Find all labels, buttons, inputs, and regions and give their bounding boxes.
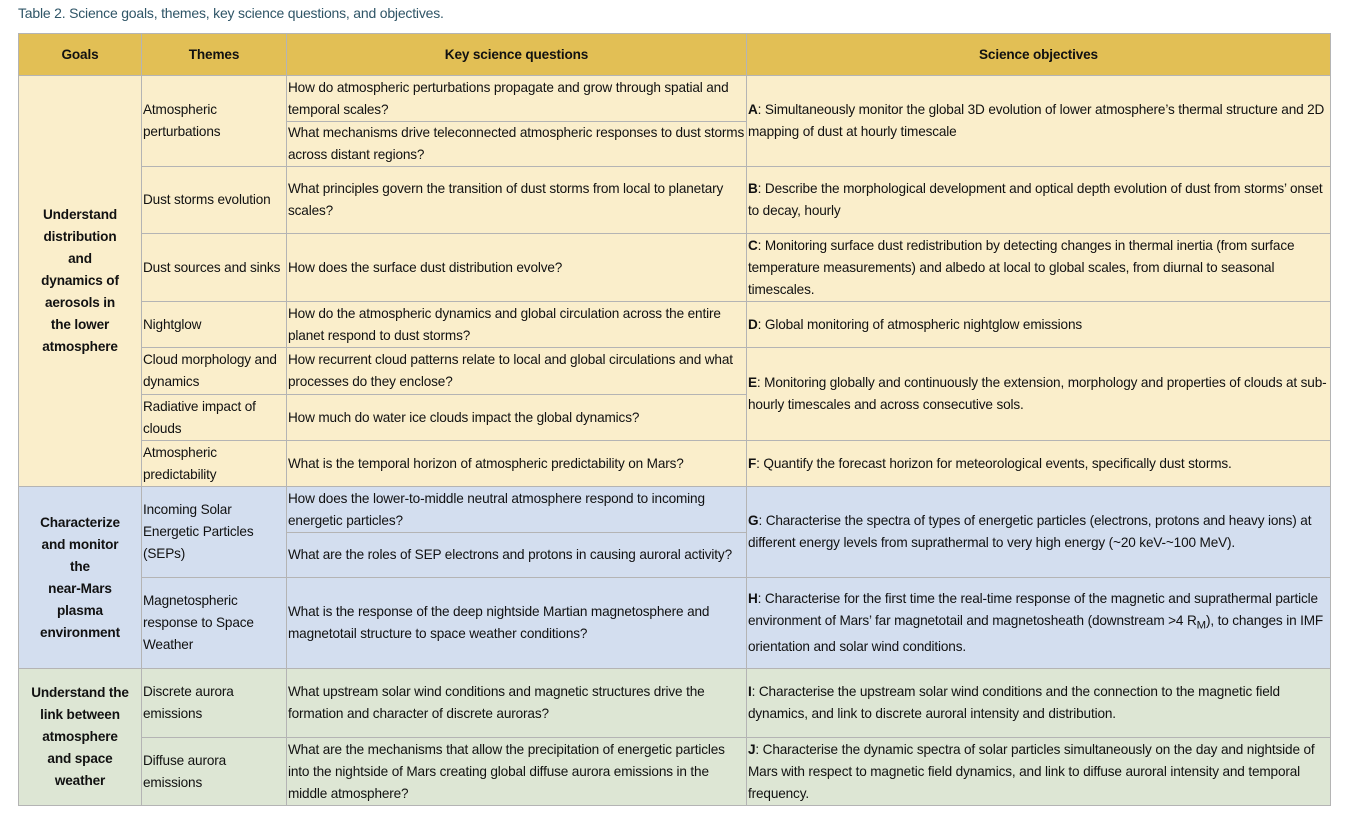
question-cell: How do atmospheric perturbations propagate and grow through spatial and temporal scales? — [287, 76, 747, 122]
theme-cell: Magnetospheric response to Space Weather — [142, 578, 287, 669]
header-themes: Themes — [142, 34, 287, 76]
question-cell: What are the mechanisms that allow the precipitation of energetic particles into the nightside of Mars creating global diffuse aurora emissions in the middle atmosphere? — [287, 738, 747, 806]
question-cell: How much do water ice clouds impact the global dynamics? — [287, 395, 747, 441]
table-row — [19, 441, 1331, 487]
objective-cell — [747, 302, 1331, 348]
objective-label: I — [748, 684, 752, 699]
theme-cell: Atmospheric predictability — [142, 441, 287, 487]
theme-cell: Dust sources and sinks — [142, 234, 287, 302]
question-cell: What are the roles of SEP electrons and protons in causing auroral activity? — [287, 533, 747, 578]
objective-label: E — [748, 375, 757, 390]
theme-cell: Cloud morphology and dynamics — [142, 348, 287, 395]
objective-label: B — [748, 181, 758, 196]
question-cell: What principles govern the transition of dust storms from local to planetary scales? — [287, 167, 747, 234]
objective-text: : Global monitoring of atmospheric nightglow emissions — [757, 316, 1083, 332]
objective-label: C — [748, 237, 758, 253]
objective-text-after: ), to changes in IMF orientation and solar wind conditions. — [748, 612, 1324, 655]
objective-cell — [747, 487, 1331, 578]
table-row — [19, 487, 1331, 533]
objective-text: : Characterise for the first time the real-time response of the magnetic and suprathermal particle environment of Mars’ far magnetotail and magnetosheath (downstream >4 R — [748, 590, 1318, 628]
table-row — [19, 578, 1331, 669]
question-cell: What mechanisms drive teleconnected atmospheric responses to dust storms across distant regions? — [287, 122, 747, 167]
objective-label: H — [748, 590, 758, 606]
objective-cell — [747, 578, 1331, 669]
objective-text: : Monitoring surface dust redistribution by detecting changes in thermal inertia (from surface temperature measurements) and albedo at local to global scales, from diurnal to seasonal timescales. — [748, 237, 1295, 297]
header-questions: Key science questions — [287, 34, 747, 76]
table-row — [19, 348, 1331, 395]
question-cell: How do the atmospheric dynamics and global circulation across the entire planet respond to dust storms? — [287, 302, 747, 348]
objective-label: D — [748, 316, 758, 332]
table-row — [19, 738, 1331, 806]
goal-cell: Characterize and monitor the near-Mars plasma environment — [19, 487, 142, 669]
objective-text: : Simultaneously monitor the global 3D evolution of lower atmosphere’s thermal structure and 2D mapping of dust at hourly timescale — [748, 102, 1325, 139]
objective-text: : Describe the morphological development and optical depth evolution of dust from storms’ onset to decay, hourly — [748, 181, 1323, 218]
objective-label: G — [748, 513, 759, 528]
objective-text: : Monitoring globally and continuously the extension, morphology and properties of clouds at sub-hourly timescales and across consecutive sols. — [748, 375, 1327, 412]
question-cell: How recurrent cloud patterns relate to local and global circulations and what processes do they enclose? — [287, 348, 747, 395]
objective-label: F — [748, 455, 757, 471]
goal-cell: Understand distribution and dynamics of aerosols in the lower atmosphere — [19, 76, 142, 487]
table-row — [19, 234, 1331, 302]
table-row — [19, 167, 1331, 234]
objective-cell — [747, 348, 1331, 441]
theme-cell: Dust storms evolution — [142, 167, 287, 234]
objective-cell — [747, 234, 1331, 302]
goal-cell: Understand the link between atmosphere and space weather — [19, 669, 142, 806]
objective-label: A — [748, 102, 758, 117]
question-cell: What is the temporal horizon of atmospheric predictability on Mars? — [287, 441, 747, 487]
theme-cell: Discrete aurora emissions — [142, 669, 287, 738]
table-row — [19, 76, 1331, 122]
theme-cell: Radiative impact of clouds — [142, 395, 287, 441]
science-goals-table — [18, 33, 1331, 806]
theme-cell: Diffuse aurora emissions — [142, 738, 287, 806]
table-row — [19, 669, 1331, 738]
objective-label: J — [748, 741, 756, 757]
objective-text: : Quantify the forecast horizon for meteorological events, specifically dust storms. — [756, 455, 1232, 471]
objective-text: : Characterise the upstream solar wind conditions and the connection to the magnetic field dynamics, and link to discrete auroral intensity and distribution. — [748, 684, 1280, 721]
objective-cell — [747, 76, 1331, 167]
header-goals: Goals — [19, 34, 142, 76]
question-cell: What upstream solar wind conditions and magnetic structures drive the formation and character of discrete auroras? — [287, 669, 747, 738]
header-objectives: Science objectives — [747, 34, 1331, 76]
question-cell: What is the response of the deep nightside Martian magnetosphere and magnetotail structure to space weather conditions? — [287, 578, 747, 669]
header-row — [19, 34, 1331, 76]
question-cell: How does the surface dust distribution evolve? — [287, 234, 747, 302]
theme-cell: Nightglow — [142, 302, 287, 348]
objective-cell — [747, 441, 1331, 487]
objective-cell — [747, 669, 1331, 738]
objective-text: : Characterise the spectra of types of energetic particles (electrons, protons and heavy ions) at different energy levels from suprathermal to very high energy (~20 keV-~100 MeV). — [748, 513, 1312, 550]
objective-subscript: M — [1196, 619, 1206, 632]
question-cell: How does the lower-to-middle neutral atmosphere respond to incoming energetic particles? — [287, 487, 747, 533]
table-caption: Table 2. Science goals, themes, key science questions, and objectives. — [18, 5, 444, 21]
objective-cell — [747, 167, 1331, 234]
objective-cell — [747, 738, 1331, 806]
objective-text: : Characterise the dynamic spectra of solar particles simultaneously on the day and nightside of Mars with respect to magnetic field dynamics, and link to diffuse auroral intensity and temporal frequency. — [748, 741, 1315, 801]
theme-cell: Incoming Solar Energetic Particles (SEPs) — [142, 487, 287, 578]
table-row — [19, 302, 1331, 348]
theme-cell: Atmospheric perturbations — [142, 76, 287, 167]
